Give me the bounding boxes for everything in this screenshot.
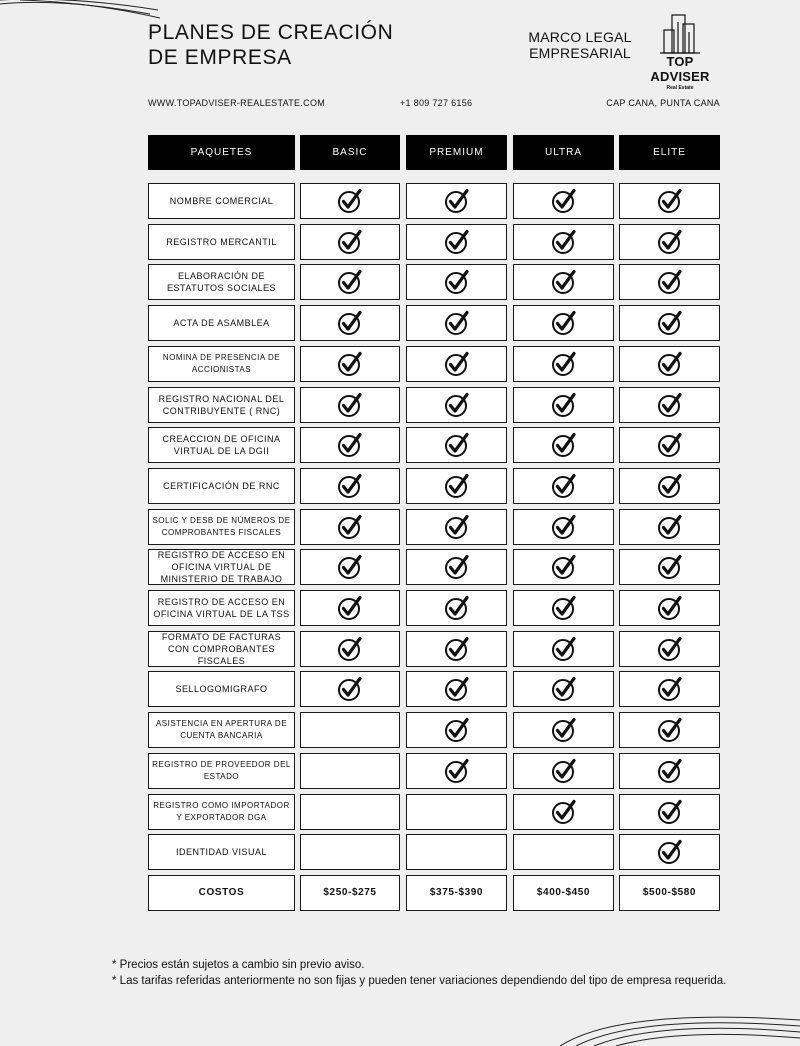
- included-cell: [406, 671, 507, 707]
- included-cell: [300, 305, 400, 341]
- check-circle-icon: [657, 188, 683, 214]
- included-cell: [513, 590, 614, 626]
- check-circle-icon: [551, 514, 577, 540]
- check-circle-icon: [551, 799, 577, 825]
- section-subtitle-line: MARCO LEGAL: [528, 29, 632, 45]
- check-circle-icon: [444, 392, 470, 418]
- included-cell: [619, 509, 720, 545]
- included-cell: [619, 671, 720, 707]
- footnote: * Precios están sujetos a cambio sin previo aviso.: [112, 959, 365, 971]
- page-title: [148, 20, 448, 70]
- check-circle-icon: [551, 473, 577, 499]
- included-cell: [300, 346, 400, 382]
- check-circle-icon: [444, 636, 470, 662]
- phone-text: +1 809 727 6156: [400, 98, 473, 108]
- included-cell: [619, 468, 720, 504]
- check-circle-icon: [444, 310, 470, 336]
- included-cell: [300, 264, 400, 300]
- header-cell-package: BASIC: [300, 135, 400, 170]
- header-cell-packages: PAQUETES: [148, 135, 295, 170]
- included-cell: [513, 631, 614, 667]
- check-circle-icon: [551, 636, 577, 662]
- included-cell: [513, 224, 614, 260]
- included-cell: [619, 264, 720, 300]
- included-cell: [406, 224, 507, 260]
- brand-tagline: Real Estate: [666, 85, 694, 91]
- included-cell: [406, 712, 507, 748]
- website-text: WWW.TOPADVISER-REALESTATE.COM: [148, 98, 326, 108]
- feature-label: SELLOGOMIGRAFO: [148, 671, 295, 707]
- brand-name: TOP ADVISER: [650, 54, 710, 84]
- check-circle-icon: [551, 554, 577, 580]
- price-cell: $400-$450: [513, 875, 614, 911]
- empty-cell: [300, 794, 400, 830]
- included-cell: [513, 549, 614, 585]
- included-cell: [513, 468, 614, 504]
- included-cell: [300, 590, 400, 626]
- check-circle-icon: [337, 636, 363, 662]
- check-circle-icon: [337, 432, 363, 458]
- header-cell-package: ULTRA: [513, 135, 614, 170]
- check-circle-icon: [657, 595, 683, 621]
- included-cell: [619, 224, 720, 260]
- included-cell: [406, 631, 507, 667]
- included-cell: [300, 427, 400, 463]
- check-circle-icon: [551, 229, 577, 255]
- included-cell: [300, 509, 400, 545]
- included-cell: [619, 794, 720, 830]
- included-cell: [406, 305, 507, 341]
- included-cell: [619, 753, 720, 789]
- check-circle-icon: [657, 351, 683, 377]
- check-circle-icon: [657, 229, 683, 255]
- check-circle-icon: [337, 269, 363, 295]
- check-circle-icon: [444, 676, 470, 702]
- check-circle-icon: [337, 514, 363, 540]
- check-circle-icon: [657, 799, 683, 825]
- included-cell: [406, 509, 507, 545]
- header-cell-package: PREMIUM: [406, 135, 507, 170]
- check-circle-icon: [337, 554, 363, 580]
- check-circle-icon: [551, 676, 577, 702]
- check-circle-icon: [337, 310, 363, 336]
- check-circle-icon: [444, 351, 470, 377]
- feature-label: REGISTRO DE PROVEEDOR DEL ESTADO: [148, 753, 295, 789]
- included-cell: [406, 346, 507, 382]
- check-circle-icon: [337, 595, 363, 621]
- feature-label: SOLIC Y DESB DE NÚMEROS DE COMPROBANTES FISCALES: [148, 509, 295, 545]
- included-cell: [406, 387, 507, 423]
- footnotes: [112, 957, 792, 989]
- feature-label: IDENTIDAD VISUAL: [148, 834, 295, 870]
- feature-label: CREACCION DE OFICINA VIRTUAL DE LA DGII: [148, 427, 295, 463]
- feature-label: NOMINA DE PRESENCIA DE ACCIONISTAS: [148, 346, 295, 382]
- check-circle-icon: [337, 676, 363, 702]
- empty-cell: [406, 834, 507, 870]
- check-circle-icon: [657, 758, 683, 784]
- check-circle-icon: [657, 554, 683, 580]
- check-circle-icon: [551, 351, 577, 377]
- decorative-lines-top-left: [0, 0, 160, 20]
- check-circle-icon: [337, 229, 363, 255]
- included-cell: [513, 346, 614, 382]
- check-circle-icon: [444, 188, 470, 214]
- empty-cell: [300, 834, 400, 870]
- check-circle-icon: [444, 554, 470, 580]
- location-text: CAP CANA, PUNTA CANA: [606, 98, 720, 108]
- included-cell: [619, 834, 720, 870]
- included-cell: [513, 387, 614, 423]
- included-cell: [619, 590, 720, 626]
- feature-label: REGISTRO MERCANTIL: [148, 224, 295, 260]
- price-cell: $375-$390: [406, 875, 507, 911]
- costs-label: COSTOS: [148, 875, 295, 911]
- included-cell: [300, 183, 400, 219]
- included-cell: [406, 590, 507, 626]
- feature-label: REGISTRO DE ACCESO EN OFICINA VIRTUAL DE MINISTERIO DE TRABAJO: [148, 549, 295, 585]
- check-circle-icon: [337, 188, 363, 214]
- decorative-lines-bottom-right: [560, 1000, 800, 1046]
- check-circle-icon: [551, 595, 577, 621]
- included-cell: [619, 387, 720, 423]
- included-cell: [300, 387, 400, 423]
- empty-cell: [406, 794, 507, 830]
- included-cell: [406, 427, 507, 463]
- feature-label: REGISTRO NACIONAL DEL CONTRIBUYENTE ( RNC): [148, 387, 295, 423]
- empty-cell: [300, 712, 400, 748]
- check-circle-icon: [657, 636, 683, 662]
- included-cell: [619, 712, 720, 748]
- empty-cell: [300, 753, 400, 789]
- included-cell: [300, 224, 400, 260]
- packages-table: [148, 135, 720, 916]
- feature-label: FORMATO DE FACTURAS CON COMPROBANTES FISCALES: [148, 631, 295, 667]
- included-cell: [406, 753, 507, 789]
- included-cell: [513, 671, 614, 707]
- included-cell: [619, 427, 720, 463]
- check-circle-icon: [657, 310, 683, 336]
- check-circle-icon: [551, 188, 577, 214]
- section-subtitle-line: EMPRESARIAL: [529, 45, 631, 61]
- check-circle-icon: [444, 229, 470, 255]
- check-circle-icon: [657, 514, 683, 540]
- check-circle-icon: [444, 514, 470, 540]
- check-circle-icon: [444, 269, 470, 295]
- included-cell: [513, 794, 614, 830]
- check-circle-icon: [444, 717, 470, 743]
- included-cell: [406, 549, 507, 585]
- check-circle-icon: [551, 432, 577, 458]
- check-circle-icon: [551, 310, 577, 336]
- page-title-line: DE EMPRESA: [148, 46, 292, 69]
- included-cell: [300, 549, 400, 585]
- check-circle-icon: [551, 392, 577, 418]
- included-cell: [513, 183, 614, 219]
- check-circle-icon: [657, 392, 683, 418]
- included-cell: [619, 346, 720, 382]
- included-cell: [513, 509, 614, 545]
- check-circle-icon: [551, 269, 577, 295]
- included-cell: [513, 712, 614, 748]
- check-circle-icon: [657, 717, 683, 743]
- included-cell: [300, 468, 400, 504]
- check-circle-icon: [657, 839, 683, 865]
- included-cell: [619, 631, 720, 667]
- page-title-line: PLANES DE CREACIÓN: [148, 21, 394, 44]
- footnote: * Las tarifas referidas anteriormente no son fijas y pueden tener variaciones dependiendo del tipo de empresa requerida.: [112, 975, 727, 987]
- check-circle-icon: [657, 269, 683, 295]
- included-cell: [300, 631, 400, 667]
- section-subtitle: [528, 29, 632, 61]
- empty-cell: [513, 834, 614, 870]
- check-circle-icon: [337, 473, 363, 499]
- check-circle-icon: [657, 432, 683, 458]
- feature-label: NOMBRE COMERCIAL: [148, 183, 295, 219]
- included-cell: [513, 264, 614, 300]
- check-circle-icon: [657, 676, 683, 702]
- check-circle-icon: [444, 432, 470, 458]
- feature-label: ELABORACIÓN DE ESTATUTOS SOCIALES: [148, 264, 295, 300]
- feature-label: ASISTENCIA EN APERTURA DE CUENTA BANCARIA: [148, 712, 295, 748]
- included-cell: [406, 264, 507, 300]
- buildings-icon: [658, 12, 702, 54]
- included-cell: [406, 468, 507, 504]
- included-cell: [619, 183, 720, 219]
- check-circle-icon: [444, 473, 470, 499]
- feature-label: ACTA DE ASAMBLEA: [148, 305, 295, 341]
- check-circle-icon: [657, 473, 683, 499]
- included-cell: [513, 305, 614, 341]
- check-circle-icon: [337, 351, 363, 377]
- price-cell: $500-$580: [619, 875, 720, 911]
- header-cell-package: ELITE: [619, 135, 720, 170]
- price-cell: $250-$275: [300, 875, 400, 911]
- feature-label: REGISTRO DE ACCESO EN OFICINA VIRTUAL DE LA TSS: [148, 590, 295, 626]
- feature-label: CERTIFICACIÓN DE RNC: [148, 468, 295, 504]
- included-cell: [300, 671, 400, 707]
- included-cell: [619, 549, 720, 585]
- included-cell: [513, 427, 614, 463]
- check-circle-icon: [551, 717, 577, 743]
- brand-logo: [638, 12, 722, 91]
- included-cell: [513, 753, 614, 789]
- check-circle-icon: [551, 758, 577, 784]
- check-circle-icon: [444, 595, 470, 621]
- included-cell: [406, 183, 507, 219]
- check-circle-icon: [444, 758, 470, 784]
- check-circle-icon: [337, 392, 363, 418]
- feature-label: REGISTRO COMO IMPORTADOR Y EXPORTADOR DGA: [148, 794, 295, 830]
- included-cell: [619, 305, 720, 341]
